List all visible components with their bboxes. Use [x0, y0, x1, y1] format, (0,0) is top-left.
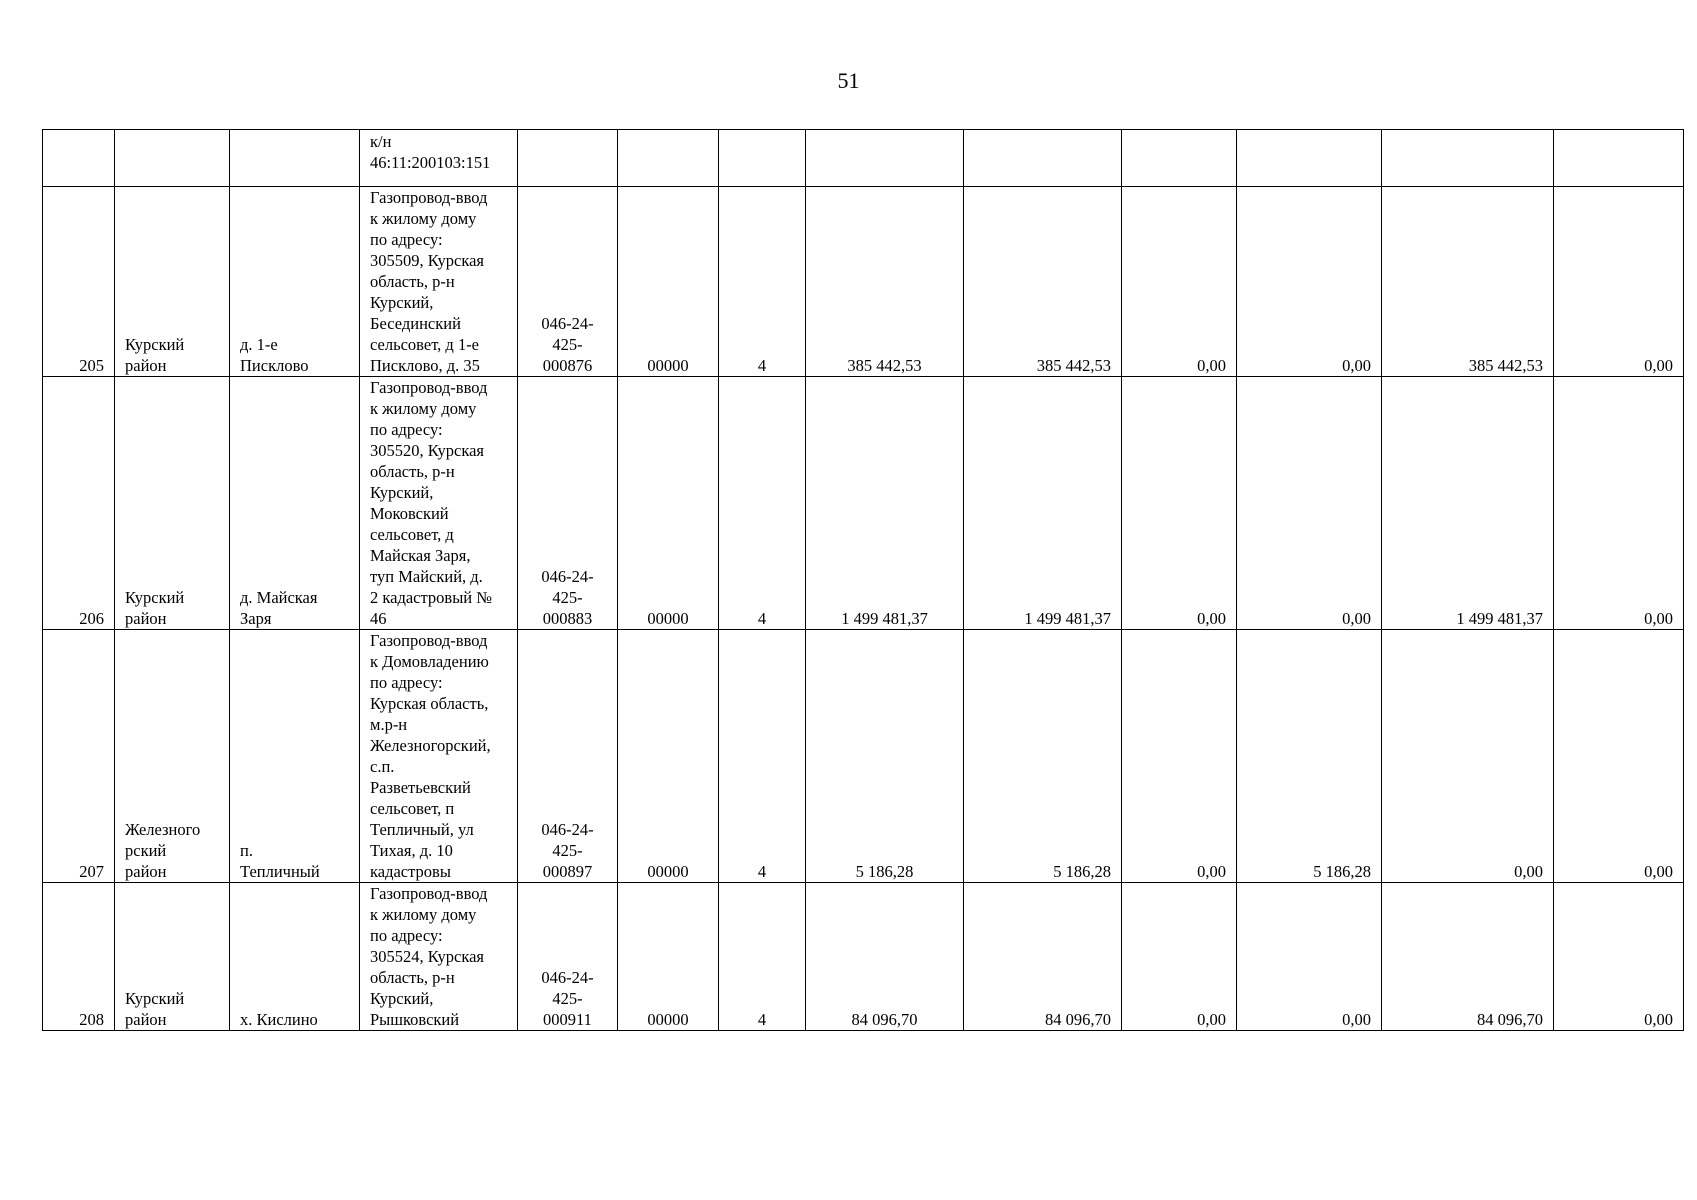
district-cell: Железного рский район: [115, 630, 230, 883]
object-description-cell: к/н 46:11:200103:151: [360, 130, 518, 187]
amount-cell-5: 84 096,70: [1382, 883, 1554, 1031]
amount-cell-2: 84 096,70: [964, 883, 1122, 1031]
category-cell: 4: [719, 377, 806, 630]
amount-cell-4: 5 186,28: [1237, 630, 1382, 883]
code-cell: 00000: [618, 883, 719, 1031]
row-number-cell: [43, 130, 115, 187]
table-row: [43, 377, 1684, 630]
code-cell: 00000: [618, 630, 719, 883]
locality-cell: п. Тепличный: [230, 630, 360, 883]
district-cell: Курский район: [115, 883, 230, 1031]
amount-cell-5: 1 499 481,37: [1382, 377, 1554, 630]
amount-cell-1: 84 096,70: [806, 883, 964, 1031]
amount-cell-2: [964, 130, 1122, 187]
amount-cell-3: 0,00: [1122, 187, 1237, 377]
amount-cell-4: 0,00: [1237, 377, 1382, 630]
amount-cell-2: 5 186,28: [964, 630, 1122, 883]
property-register-table: [42, 129, 1684, 1031]
amount-cell-3: 0,00: [1122, 377, 1237, 630]
district-cell: Курский район: [115, 187, 230, 377]
registry-code-cell: 046-24- 425- 000897: [518, 630, 618, 883]
amount-cell-6: 0,00: [1554, 883, 1684, 1031]
category-cell: 4: [719, 883, 806, 1031]
amount-cell-1: 385 442,53: [806, 187, 964, 377]
amount-cell-6: [1554, 130, 1684, 187]
category-cell: [719, 130, 806, 187]
amount-cell-5: [1382, 130, 1554, 187]
page-number: 51: [837, 68, 860, 93]
object-description-cell: Газопровод-ввод к жилому дому по адресу: 305524, Курская область, р-н Курский, Рышковский: [360, 883, 518, 1031]
amount-cell-3: [1122, 130, 1237, 187]
amount-cell-2: 385 442,53: [964, 187, 1122, 377]
table-row: [43, 187, 1684, 377]
amount-cell-6: 0,00: [1554, 630, 1684, 883]
registry-code-cell: 046-24- 425- 000911: [518, 883, 618, 1031]
locality-cell: х. Кислино: [230, 883, 360, 1031]
amount-cell-3: 0,00: [1122, 883, 1237, 1031]
locality-cell: д. 1-е Писклово: [230, 187, 360, 377]
amount-cell-6: 0,00: [1554, 187, 1684, 377]
amount-cell-1: 1 499 481,37: [806, 377, 964, 630]
amount-cell-5: 385 442,53: [1382, 187, 1554, 377]
table-row: [43, 130, 1684, 187]
row-number-cell: 208: [43, 883, 115, 1031]
district-cell: Курский район: [115, 377, 230, 630]
locality-cell: [230, 130, 360, 187]
table-row: [43, 630, 1684, 883]
object-description-cell: Газопровод-ввод к жилому дому по адресу: 305509, Курская область, р-н Курский, Бесединский сельсовет, д 1-е Писклово, д. 35: [360, 187, 518, 377]
registry-code-cell: 046-24- 425- 000883: [518, 377, 618, 630]
table-row: [43, 883, 1684, 1031]
amount-cell-1: [806, 130, 964, 187]
category-cell: 4: [719, 187, 806, 377]
locality-cell: д. Майская Заря: [230, 377, 360, 630]
row-number-cell: 205: [43, 187, 115, 377]
registry-code-cell: [518, 130, 618, 187]
object-description-cell: Газопровод-ввод к Домовладению по адресу: Курская область, м.р-н Железногорский, с.п. Разветьевский сельсовет, п Тепличный, ул Тихая, д. 10 кадастровы: [360, 630, 518, 883]
amount-cell-5: 0,00: [1382, 630, 1554, 883]
district-cell: [115, 130, 230, 187]
amount-cell-2: 1 499 481,37: [964, 377, 1122, 630]
registry-code-cell: 046-24- 425- 000876: [518, 187, 618, 377]
code-cell: 00000: [618, 377, 719, 630]
code-cell: 00000: [618, 187, 719, 377]
category-cell: 4: [719, 630, 806, 883]
amount-cell-1: 5 186,28: [806, 630, 964, 883]
object-description-cell: Газопровод-ввод к жилому дому по адресу: 305520, Курская область, р-н Курский, Моковский сельсовет, д Майская Заря, туп Майский, д. 2 кадастровый № 46: [360, 377, 518, 630]
amount-cell-3: 0,00: [1122, 630, 1237, 883]
code-cell: [618, 130, 719, 187]
amount-cell-4: 0,00: [1237, 187, 1382, 377]
row-number-cell: 206: [43, 377, 115, 630]
amount-cell-6: 0,00: [1554, 377, 1684, 630]
amount-cell-4: [1237, 130, 1382, 187]
amount-cell-4: 0,00: [1237, 883, 1382, 1031]
row-number-cell: 207: [43, 630, 115, 883]
